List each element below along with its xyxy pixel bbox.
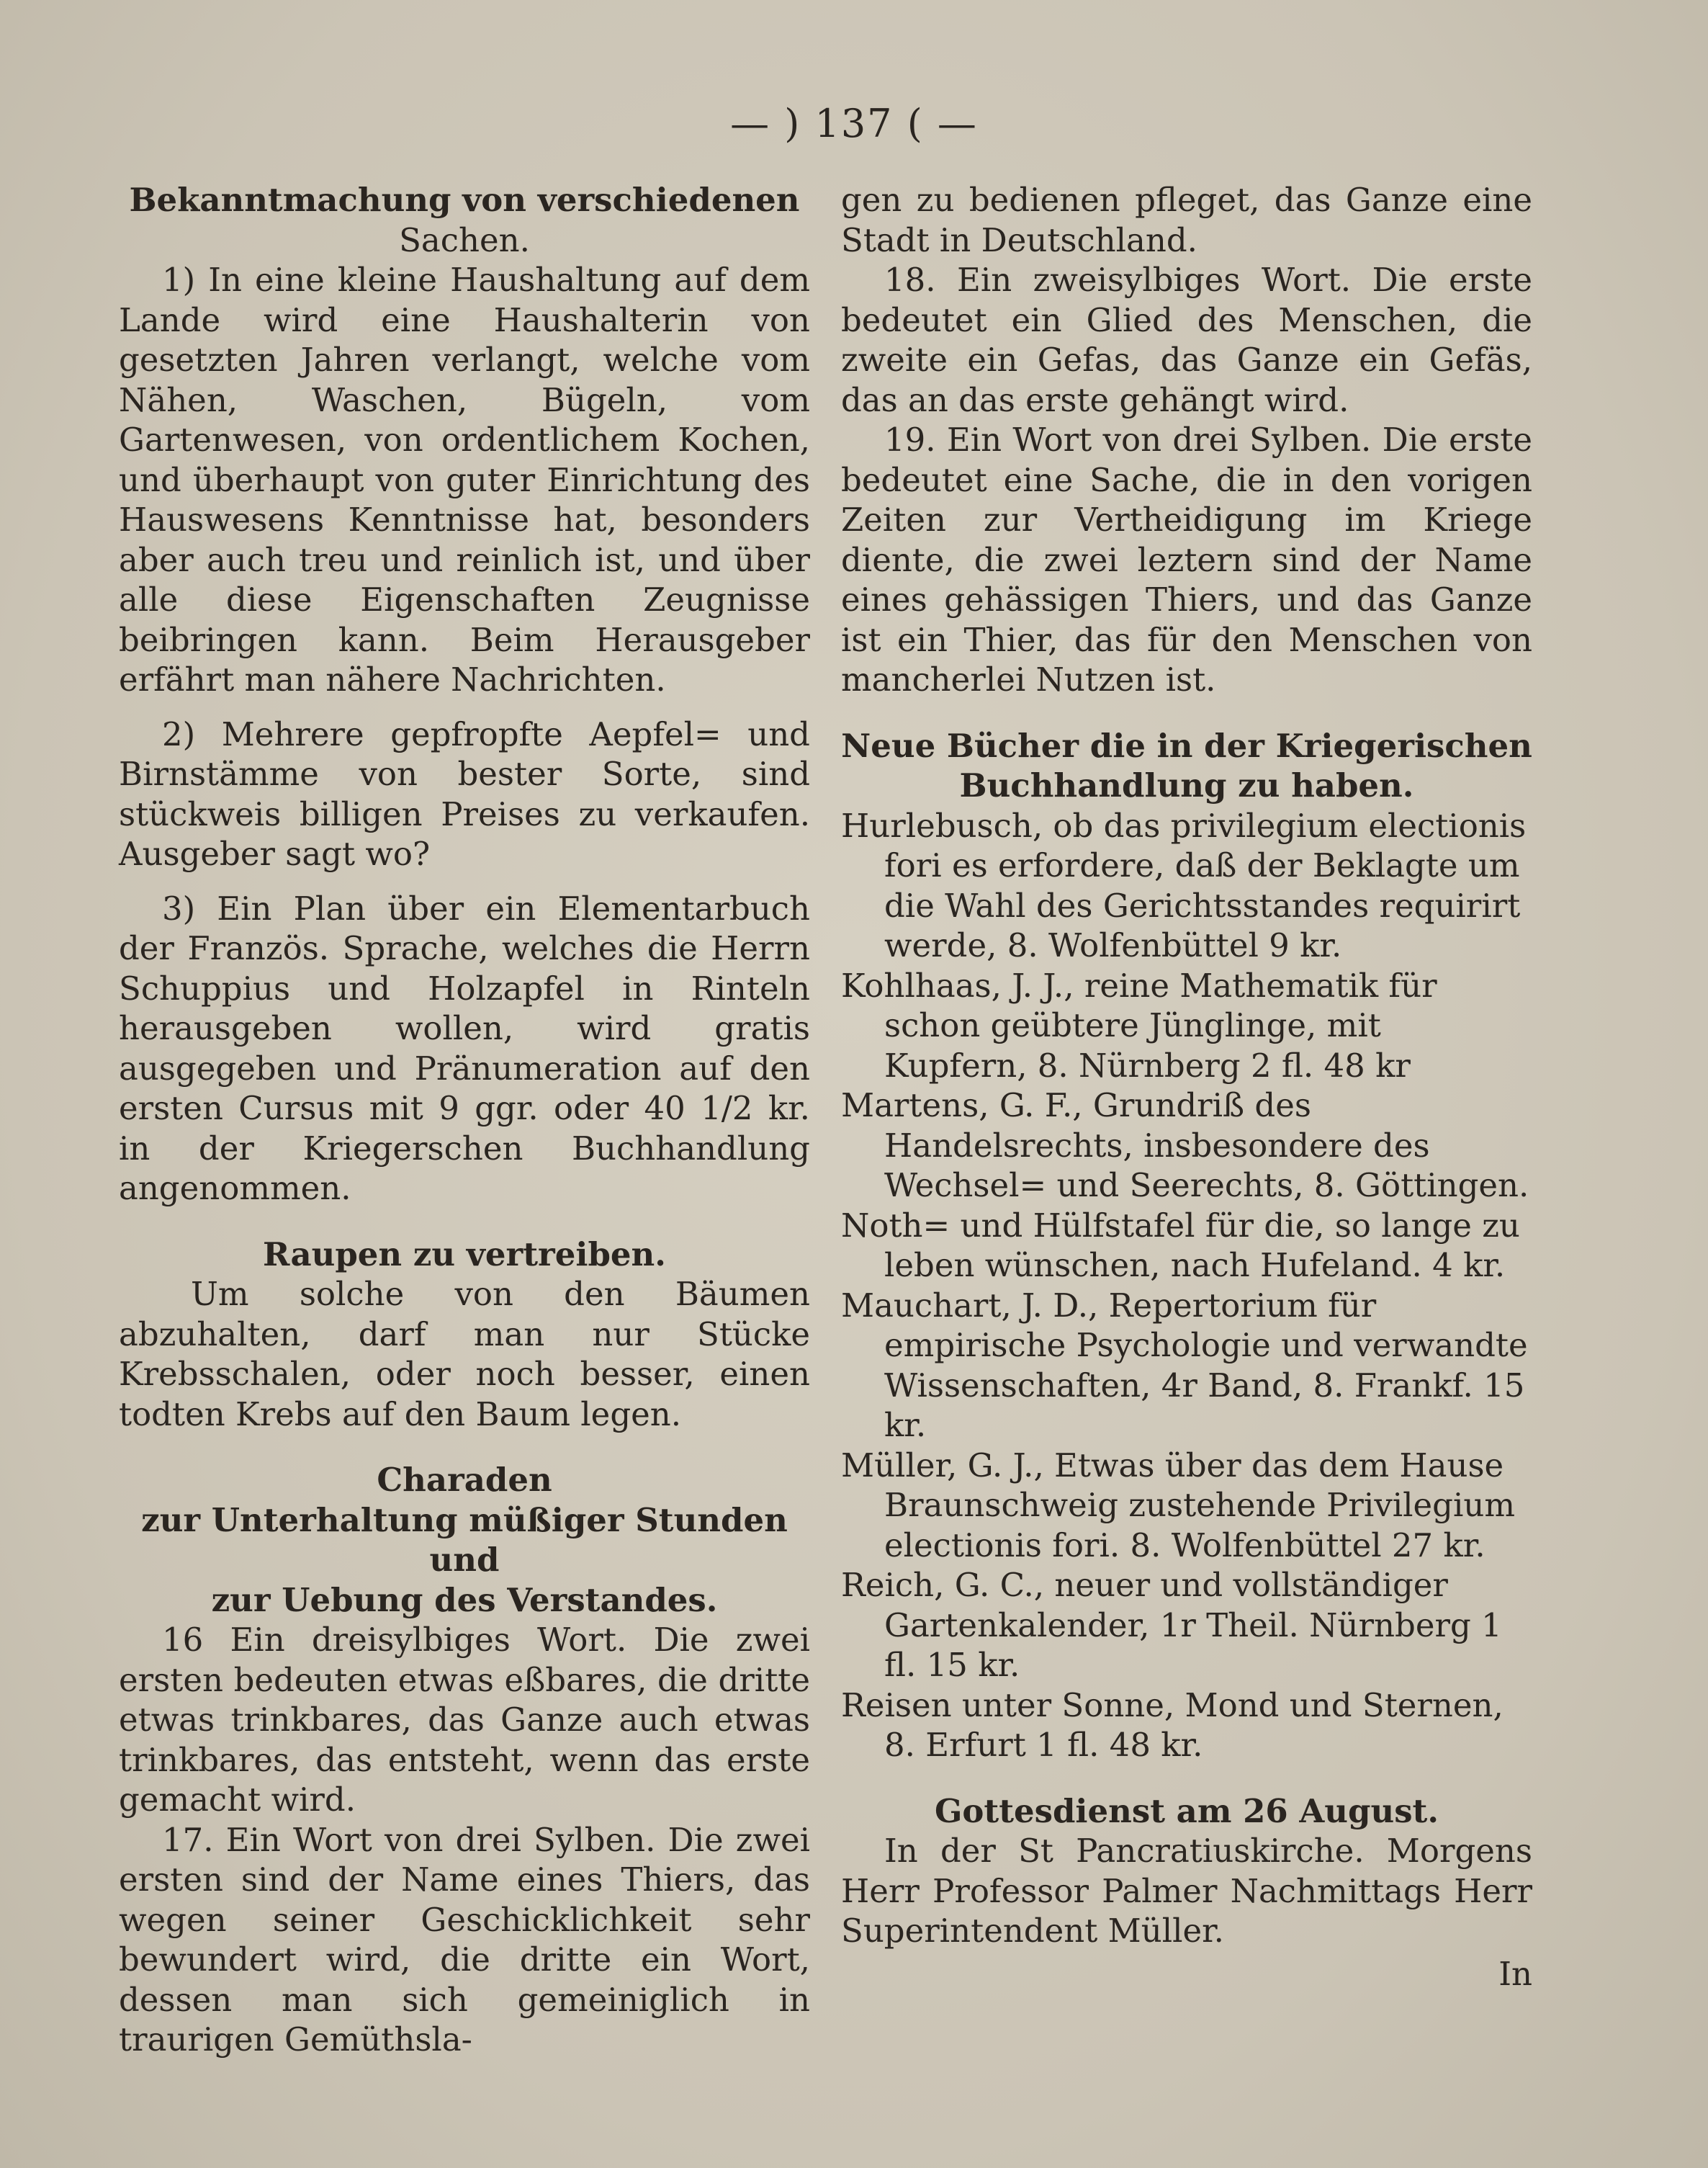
book-entry: Martens, G. F., Grundriß des Handelsrechts, insbesondere des Wechsel= und Seerechts, 8. Göttingen. bbox=[841, 1086, 1529, 1204]
page-number-header: — ) 137 ( — bbox=[730, 101, 978, 146]
charaden-subheading-2: zur Uebung des Verstandes. bbox=[211, 1580, 718, 1619]
charade-19: 19. Ein Wort von drei Sylben. Die erste bedeutet eine Sache, die in den vorigen Zeiten zur Vertheidigung im Kriege diente, die zwei leztern sind der Name eines gehässigen Thiers, und das Ganze ist ein Thier, das für den Menschen von mancherlei Nutzen ist. bbox=[841, 421, 1532, 699]
books-heading-2: Buchhandlung zu haben. bbox=[959, 766, 1414, 805]
book-entry: Kohlhaas, J. J., reine Mathematik für schon geübtere Jünglinge, mit Kupfern, 8. Nürnberg 2 fl. 48 kr bbox=[841, 966, 1437, 1085]
book-entry: Reisen unter Sonne, Mond und Sternen, 8. Erfurt 1 fl. 48 kr. bbox=[841, 1685, 1504, 1764]
left-column bbox=[119, 180, 810, 2060]
book-entry: Müller, G. J., Etwas über das dem Hause Braunschweig zustehende Privilegium electionis fori. 8. Wolfenbüttel 27 kr. bbox=[841, 1446, 1516, 1564]
charaden-heading: Charaden bbox=[377, 1461, 552, 1499]
raupen-heading: Raupen zu vertreiben. bbox=[263, 1235, 666, 1273]
notice-item-2: 2) Mehrere gepfropfte Aepfel= und Birnstämme von bester Sorte, sind stückweis billigen Preises zu verkaufen. Ausgeber sagt wo? bbox=[119, 715, 810, 873]
book-entry: Hurlebusch, ob das privilegium electionis fori es erfordere, daß der Beklagte um die Wahl des Gerichtsstandes requirirt werde, 8. Wolfenbüttel 9 kr. bbox=[841, 806, 1527, 964]
bekanntmachung-heading-2: Sachen. bbox=[399, 220, 530, 259]
gottesdienst-text: In der St Pancratiuskirche. Morgens Herr Professor Palmer Nachmittags Herr Superintendent Müller. bbox=[841, 1832, 1532, 1950]
right-column bbox=[841, 180, 1532, 1994]
notice-item-3: 3) Ein Plan über ein Elementarbuch der Französ. Sprache, welches die Herrn Schuppius und Holzapfel in Rinteln herausgeben wollen, wird gratis ausgegeben und Pränumeration auf den ersten Cursus mit 9 ggr. oder 40 1/2 kr. in der Kriegerschen Buchhandlung angenommen. bbox=[119, 889, 810, 1207]
raupen-text: Um solche von den Bäumen abzuhalten, darf man nur Stücke Krebsschalen, oder noch besser, einen todten Krebs auf den Baum legen. bbox=[119, 1275, 810, 1433]
notice-item-1: 1) In eine kleine Haushaltung auf dem Lande wird eine Haushalterin von gesetzten Jahren verlangt, welche vom Nähen, Waschen, Bügeln, vom Gartenwesen, von ordentlichem Kochen, und überhaupt von guter Einrichtung des Hauswesens Kenntnisse hat, besonders aber auch treu und reinlich ist, und über alle diese Eigenschaften Zeugnisse beibringen kann. Beim Herausgeber erfährt man nähere Nachrichten. bbox=[119, 261, 810, 699]
charade-16: 16 Ein dreisylbiges Wort. Die zwei ersten bedeuten etwas eßbares, die dritte etwas trinkbares, das Ganze auch etwas trinkbares, das entsteht, wenn das erste gemacht wird. bbox=[119, 1621, 810, 1819]
gottesdienst-heading: Gottesdienst am 26 August. bbox=[934, 1791, 1439, 1830]
charaden-subheading-1: zur Unterhaltung müßiger Stunden und bbox=[141, 1500, 788, 1579]
book-entry: Reich, G. C., neuer und vollständiger Gartenkalender, 1r Theil. Nürnberg 1 fl. 15 kr. bbox=[841, 1566, 1502, 1684]
book-entry: Noth= und Hülfstafel für die, so lange zu leben wünschen, nach Hufeland. 4 kr. bbox=[841, 1206, 1520, 1284]
book-entry: Mauchart, J. D., Repertorium für empirische Psychologie und verwandte Wissenschaften, 4r Band, 8. Frankf. 15 kr. bbox=[841, 1286, 1528, 1444]
charade-17-continued: gen zu bedienen pfleget, das Ganze eine Stadt in Deutschland. bbox=[841, 181, 1532, 259]
books-heading: Neue Bücher die in der Kriegerischen bbox=[841, 726, 1532, 765]
charade-17: 17. Ein Wort von drei Sylben. Die zwei ersten sind der Name eines Thiers, das wegen seiner Geschicklichkeit sehr bewundert wird, die dritte ein Wort, dessen man sich gemeiniglich in traurigen Gemüthsla- bbox=[119, 1820, 810, 2059]
catchword: In bbox=[1498, 1954, 1532, 1993]
charade-18: 18. Ein zweisylbiges Wort. Die erste bedeutet ein Glied des Menschen, die zweite ein Gefas, das Ganze ein Gefäs, das an das erste gehängt wird. bbox=[841, 261, 1532, 419]
bekanntmachung-heading: Bekanntmachung von verschiedenen bbox=[129, 181, 800, 219]
